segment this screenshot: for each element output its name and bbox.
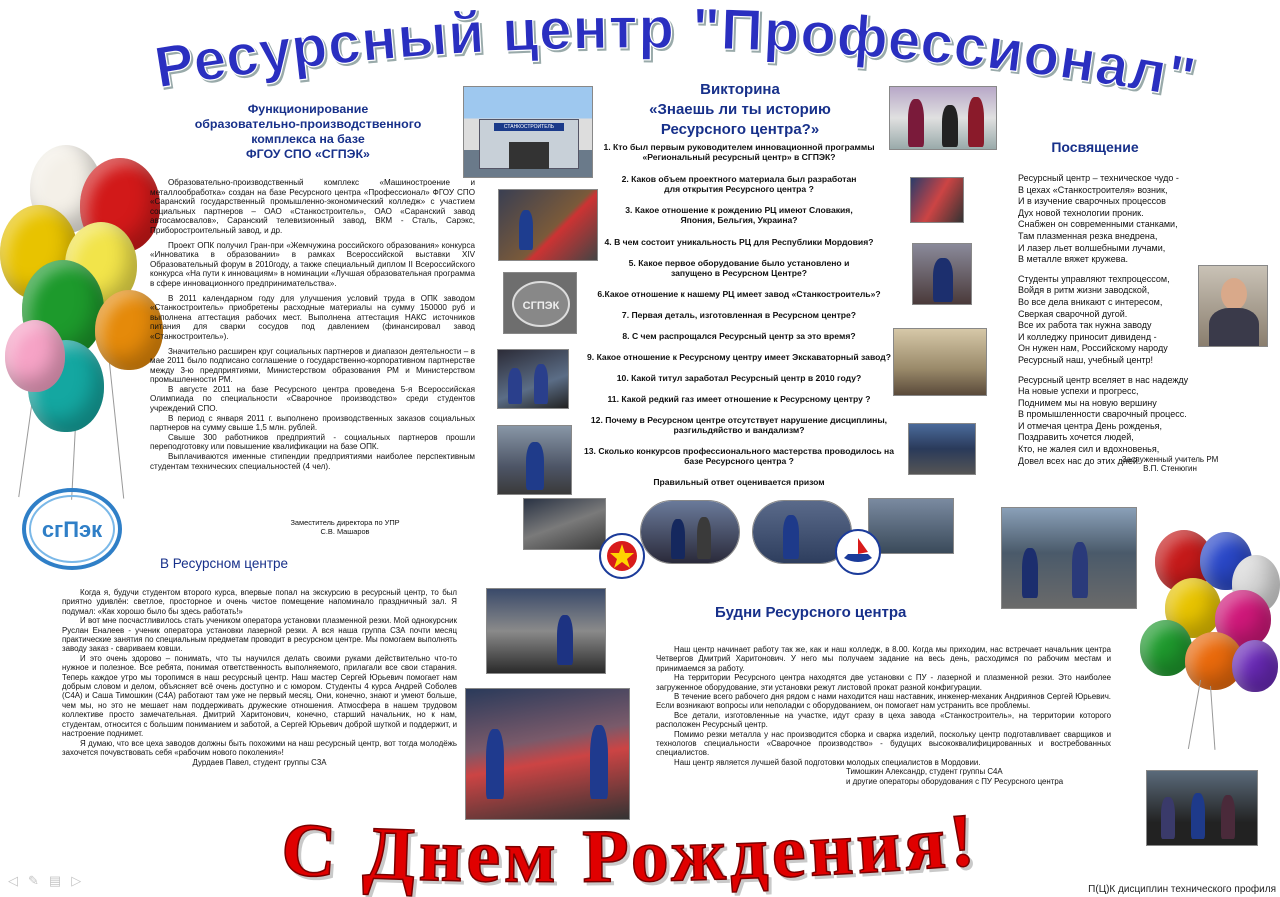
poem-stanza: [1018, 274, 1198, 367]
daily-body: [656, 645, 1111, 786]
plaque-logo-icon: [504, 273, 577, 334]
poem-line: И в изучение сварочных процессов: [1018, 196, 1166, 207]
quiz-question: 11. Какой редкий газ имеет отношение к Ресурсному центру ?: [607, 394, 871, 404]
poem-line: Во все дела вникают с интересом,: [1018, 296, 1163, 307]
daily-signature-line1: Тимошкин Александр, студент группы С4А: [846, 767, 1003, 777]
student-body: [62, 588, 457, 768]
plaque-text: СГПЭК: [522, 300, 560, 312]
main-title-text: Ресурсный центр "Профессионал": [150, 0, 1201, 112]
photo-classroom: [893, 328, 987, 396]
poem-line: Снабжен он современными станками,: [1018, 219, 1178, 230]
poem-stanza: [1018, 173, 1198, 266]
next-slide-icon[interactable]: ▷: [71, 873, 82, 888]
poem-line: Кто, не жалея сил и вдохновенья,: [1018, 444, 1160, 455]
poem-line: И отмечая центра День рожденья,: [1018, 420, 1163, 431]
sgpek-logo-text: сгПэк: [41, 517, 103, 542]
daily-paragraph: На территории Ресурсного центра находятся две установки с ПУ - лазерной и плазменной резки. Это наиболее загруженное оборудование, эти установки режут листовой прокат разной конфигурации.: [656, 673, 1111, 692]
left-heading-line1: Функционирование: [247, 102, 369, 116]
photo-workshop-2: [908, 423, 976, 475]
poem-line: В промышленности сварочный процесс.: [1018, 409, 1187, 420]
student-paragraph: Я думаю, что все цеха заводов должны быть похожими на наш ресурсный центр, вот тогда молодёжь захочется почувствовать себя «рабочим нового поколения»!: [62, 738, 457, 757]
poem-line: И колледжу приносит дивиденд -: [1018, 331, 1157, 342]
daily-signature-line2: и другие операторы оборудования с ПУ Ресурсного центра: [846, 776, 1064, 786]
photo-assembly: [497, 425, 572, 495]
poem-line: Там плазменная резка внедрена,: [1018, 230, 1158, 241]
left-body: [150, 178, 475, 476]
photo-metal-parts: [523, 498, 606, 550]
prev-slide-icon[interactable]: ◁: [8, 873, 18, 888]
left-paragraph: Свыше 300 работников предприятий - социальных партнеров прошли переподготовку или повышение квалификации на базе ОПК.: [150, 432, 475, 452]
daily-paragraph: Наш центр является лучшей базой подготовки молодых специалистов в Мордовии.: [674, 757, 981, 767]
quiz-title-line1: Викторина: [700, 81, 780, 98]
quiz-question: 9. Какое отношение к Ресурсному центру имеет Экскаваторный завод?: [587, 352, 891, 362]
dedication-signature: [1105, 455, 1235, 473]
poem-line: В цехах «Станкостроителя» возник,: [1018, 184, 1168, 195]
photo-assembly-area: [1001, 507, 1137, 609]
poem-stanza: [1018, 375, 1198, 468]
student-heading: В Ресурсном центре: [160, 556, 289, 571]
poem-line: Все их работа так нужна заводу: [1018, 320, 1152, 331]
quiz-prize-note: Правильный ответ оценивается призом: [653, 477, 825, 487]
photo-welder-mask: [912, 243, 972, 305]
daily-heading: Будни Ресурсного центра: [715, 604, 907, 621]
left-paragraph: В августе 2011 на базе Ресурсного центра проведена 5-я Всероссийская Олимпиада по специальности «Сварочное производство» среди студентов учреждений СПО.: [150, 384, 475, 414]
student-paragraph: И вот мне посчастливилось стать учеником оператора установки плазменной резки. Мой однокурсник Руслан Еналеев - ученик оператора установки лазерной резки. А вся наша группа С3А почти месяц практические занятия по специальным предметам проводит в ресурсном центре. Мы помогаем выполнять заводу заказ - свариваем ковши.: [62, 616, 457, 654]
poem-line: На новые успехи и прогресс,: [1018, 386, 1139, 397]
left-heading-line2: образовательно-производственного: [194, 117, 422, 131]
left-paragraph: Выплачиваются именные стипендии предприятиями наиболее перспективным студентам технических специальностей (4 чел).: [150, 452, 475, 471]
pen-icon[interactable]: ✎: [28, 873, 39, 888]
dedication-signature-line2: В.П. Стенюгин: [1143, 464, 1197, 473]
poem-line: В металле вяжет кружева.: [1018, 254, 1128, 265]
quiz-question: 4. В чем состоит уникальность РЦ для Республики Мордовия?: [604, 237, 874, 247]
quiz-question: 7. Первая деталь, изготовленная в Ресурсном центре?: [621, 310, 857, 320]
daily-paragraph: В течение всего рабочего дня рядом с нами находится наш наставник, инженер-механик Андриянов Сергей Юрьевич. Если возникают вопросы или неполадки с оборудованием, он помогает нам устранить все проблемы.: [656, 692, 1111, 711]
quiz-title-line2: «Знаешь ли ты историю: [649, 101, 831, 118]
poem-line: Сверкая сварочной дугой.: [1018, 308, 1128, 319]
left-heading-line4: ФГОУ СПО «СГПЭК»: [246, 147, 370, 161]
slide-nav: [8, 873, 81, 889]
student-signature: Дурдаев Павел, студент группы С3А: [192, 758, 327, 768]
poem-line: Дух новой технологии проник.: [1018, 207, 1144, 218]
left-paragraph: В период с января 2011 г. выполнено производственных заказов социальных партнеров на сумму свыше 1,5 млн. рублей.: [150, 413, 475, 433]
quiz-list: [578, 142, 900, 487]
emblem-star-icon: [598, 532, 646, 580]
photo-ceremony: [889, 86, 997, 150]
poem-line: Поднимем мы на новую вершину: [1018, 397, 1157, 408]
left-signature: [270, 518, 420, 536]
daily-paragraph: Помимо резки металла у нас производится сборка и сварка изделий, поскольку центр подготавливает сварщиков и технологов специальности «Сварочное производство» - будущих высококвалифицированных и востребованных специалистов.: [656, 729, 1111, 758]
quiz-question: 10. Какой титул заработал Ресурсный центр в 2010 году?: [616, 373, 862, 383]
balloon-purple-right: [1232, 640, 1278, 692]
dedication-heading: Посвящение: [1051, 139, 1139, 155]
left-heading-line3: комплекса на базе: [251, 132, 365, 146]
student-paragraph: И это очень здорово – понимать, что ты научился делать своими руками действительно что-то нужное и полезное. Все ребята, понимая ответственность выполняемого, прилагали все свои старания. Теперь каждое утро мы торопимся в наш ресурсный центр. Наш мастер Сергей Юрьевич помогает нам добрым словом и делом, объясняет всё очень доступно и с юмором. Студенты 4 курса Андрей Соболев (С4А) и Саша Тимошкин (С4А) работают там уже не первый месяц. Они, конечно, знают и умеют больше, чем мы, но это не мешает нам поддерживать дружеские отношения. Атмосфера в нашем трудовом коллективе просто замечательная. Дмитрий Харитонович, конечно, старший начальник, но к нам, студентам, относится с большим пониманием и заботой, а Сергей Юрьевич доброй шуткой и поддержит, и настроение поднимет.: [62, 653, 457, 739]
left-signature-line2: С.В. Машаров: [320, 527, 370, 536]
quiz-question: 8. С чем распрощался Ресурсный центр за это время?: [622, 331, 856, 341]
daily-paragraph: Все детали, изготовленные на участке, идут сразу в цеха завода «Станкостроитель», на территории которого расположен Ресурсный центр.: [656, 710, 1111, 730]
quiz-question: 1. Кто был первым руководителем инновационной программы «Региональный ресурсный центр» в СГПЭК?: [603, 142, 875, 162]
quiz-question: 5. Какое первое оборудование было установлено и запущено в Ресурсном Центре?: [628, 258, 850, 278]
balloon-green-right: [1140, 620, 1192, 676]
poem-line: Поздравить хочется людей,: [1018, 432, 1134, 443]
photo-building-sign: СТАНКОСТРОИТЕЛЬ: [494, 123, 564, 131]
menu-icon[interactable]: ▤: [48, 873, 62, 888]
emblem-ship-icon: [834, 528, 882, 576]
footer-credit: П(Ц)К дисциплин технического профиля: [1088, 884, 1276, 895]
left-paragraph: В 2011 календарном году для улучшения условий труда в ОПК заводом «Станкостроитель» приобретены расходные материалы на сумму 150000 руб и выполнена аттестация рабочих мест. Выполнена аттестация НАКС источников питания для сварки сосудов под давлением (финансировал завод «Станкостроитель»).: [150, 293, 475, 341]
photo-sgpek-plaque: [503, 272, 577, 334]
poem-line: Довел всех нас до этих дней.: [1018, 455, 1141, 466]
photo-factory-building: [463, 86, 593, 178]
poem-line: Студенты управляют техпроцессом,: [1018, 273, 1170, 284]
quiz-question: 2. Каков объем проектного материала был разработан для открытия Ресурсного центра ?: [621, 174, 857, 194]
photo-welders: [497, 349, 569, 409]
balloon-pink: [5, 320, 65, 392]
birthday-greeting-text: С Днем Рождения!: [279, 797, 982, 897]
poem-line: Ресурсный наш, учебный центр!: [1018, 354, 1154, 365]
quiz-question: 6.Какое отношение к нашему РЦ имеет завод «Станкостроитель»?: [597, 289, 881, 299]
poem-line: Войдя в ритм жизни заводской,: [1018, 285, 1150, 296]
poem-line: Ресурсный центр вселяет в нас надежду: [1018, 374, 1189, 385]
dedication-poem: [1018, 173, 1198, 475]
left-paragraph: Проект ОПК получил Гран-при «Жемчужина российского образования» конкурса «Инноватика в образовании» в рамках Всероссийской выставки XIV Образовательный форум в 2010году, а также специальный диплом II Всероссийского конкурса «На пути к инновациям» в номинации «Лучшая образовательная программа в сфере инновационного предпринимательства».: [150, 240, 475, 288]
photo-group-1: [640, 500, 740, 564]
dedication-signature-line1: Заслуженный учитель РМ: [1121, 455, 1219, 464]
svg-text:С Днем Рождения!: [279, 798, 981, 897]
quiz-title-line3: Ресурсного центра?»: [660, 121, 820, 138]
poem-line: Ресурсный центр – техническое чудо -: [1018, 173, 1179, 183]
photo-lab: [910, 177, 964, 223]
quiz-question: 13. Сколько конкурсов профессионального мастерства проводилось на базе Ресурсного центра ?: [584, 446, 894, 466]
birthday-greeting: [80, 790, 1180, 897]
student-paragraph: Когда я, будучи студентом второго курса, впервые попал на экскурсию в ресурсный центр, то был приятно удивлён: светлое, просторное и очень чистое помещение напоминало праздничный зал. Я подумал: «Как хорошо было бы здесь работать!»: [62, 588, 457, 616]
poem-line: И лазер льет волшебными лучами,: [1018, 242, 1166, 253]
quiz-question: 12. Почему в Ресурсном центре отсутствует нарушение дисциплины, разгильдяйство и вандализм?: [590, 415, 888, 435]
photo-cnc-machine: [486, 588, 606, 674]
left-paragraph: Значительно расширен круг социальных партнеров и диапазон деятельности – в мае 2011 было подписано соглашение о государственно-корпоративном партнерстве между 3-ю предприятиями, Министерством образования РМ и Министерством промышленности РМ.: [150, 346, 475, 385]
left-signature-line1: Заместитель директора по УПР: [290, 518, 400, 527]
daily-paragraph: Наш центр начинает работу так же, как и наш колледж, в 8.00. Когда мы приходим, нас встречает начальник центра Четвергов Дмитрий Харитонович. У него мы получаем задание на весь день, расходимся по рабочим местам и принимаемся за работу.: [656, 645, 1111, 673]
poem-line: Он нужен нам, Российскому народу: [1018, 343, 1168, 354]
photo-portrait-author: [1198, 265, 1268, 347]
left-paragraph: Образовательно-производственный комплекс «Машиностроение и металлообработка» создан на базе Ресурсного центра «Профессионал» ФГОУ СПО «Саранский государственный промышленно-экономический колледж» с участием социальных партнеров – ОАО «Станкостроитель», ОАО «Саранский завод автосамосвалов», Саранский телевизионный завод, ВКМ - Сталь, Сарэкс, Приборостроительный завод, и др.: [150, 178, 475, 235]
left-heading: [158, 102, 458, 162]
quiz-question: 3. Какое отношение к рождению РЦ имеют Словакия, Япония, Бельгия, Украина?: [625, 205, 853, 225]
sgpek-logo-icon: [22, 488, 122, 570]
quiz-heading: [610, 80, 870, 140]
